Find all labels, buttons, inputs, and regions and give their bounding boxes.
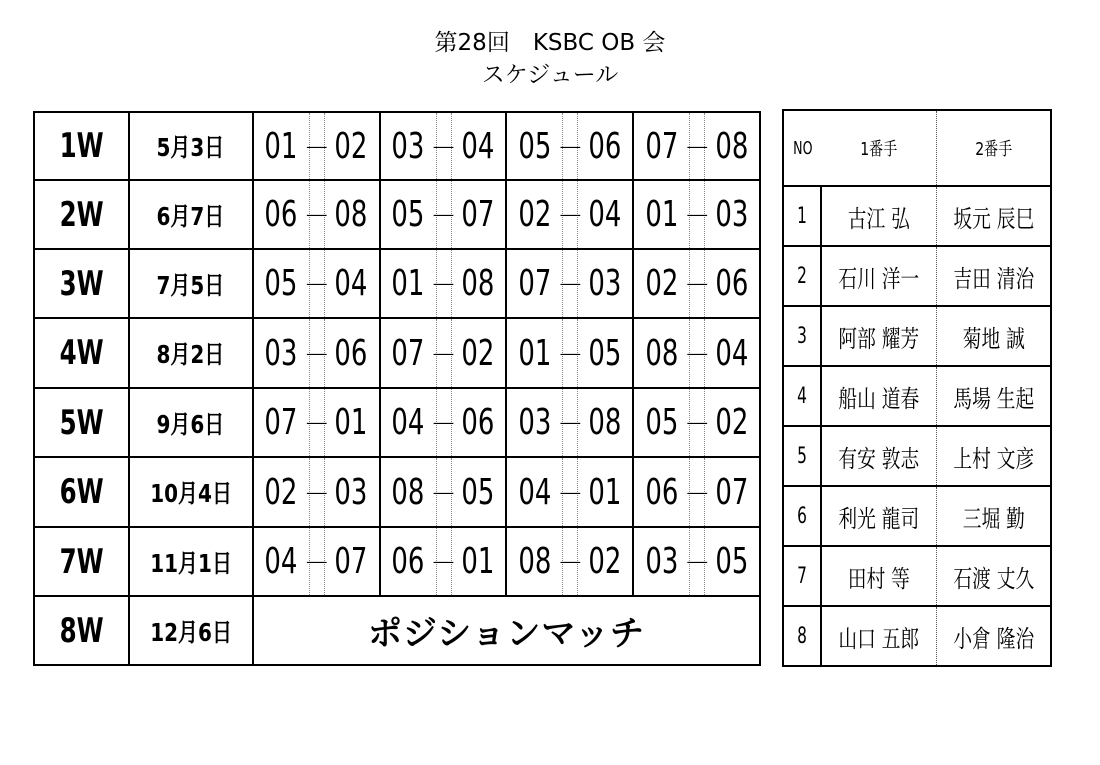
roster-no (784, 427, 822, 485)
date-cell (130, 597, 254, 664)
match-team-b: 03 (588, 263, 622, 304)
roster-second-player-text: 菊地 誠 (962, 324, 1025, 353)
match-dash: － (436, 181, 452, 248)
match-team-b: 05 (461, 471, 495, 513)
match-dash: － (689, 181, 705, 248)
roster-first-player-text: 船山 道春 (838, 384, 920, 413)
match-dash: － (562, 528, 578, 595)
week-cell (35, 250, 130, 317)
roster-header-no-text: NO (793, 137, 813, 159)
match-team-a: 02 (518, 194, 552, 235)
schedule-row (35, 597, 761, 666)
roster-first-player-text: 山口 五郎 (838, 624, 920, 653)
roster-no-text: 4 (797, 383, 807, 409)
match-team-a: 06 (645, 471, 679, 513)
week-cell (35, 181, 130, 248)
match-dash: － (436, 528, 452, 595)
match-team-b: 08 (461, 263, 495, 304)
match-team-b: 04 (334, 263, 368, 304)
roster-no (784, 607, 822, 665)
match-dash: － (309, 113, 325, 179)
match-team-a: 01 (264, 125, 298, 167)
match-team-b: 01 (588, 471, 622, 513)
match-team-a: 05 (264, 263, 298, 304)
roster-row (784, 307, 1050, 367)
roster-second-player (937, 307, 1050, 365)
match-dash: － (309, 181, 325, 248)
roster-header-row (784, 111, 1050, 187)
roster-first-player-text: 古江 弘 (847, 204, 911, 233)
roster-second-player (937, 187, 1050, 245)
date-cell (130, 458, 254, 526)
roster-second-player-text: 石渡 丈久 (953, 564, 1034, 593)
match-dash: － (436, 113, 452, 179)
match-cell (254, 389, 381, 456)
match-team-b: 01 (334, 402, 368, 443)
match-cell (254, 250, 381, 317)
roster-no-text: 6 (797, 503, 807, 529)
match-dash: － (309, 389, 325, 456)
match-cell (381, 389, 508, 456)
roster-second-player-text: 小倉 隆治 (953, 624, 1034, 653)
match-cell (507, 389, 634, 456)
week-label: 8W (59, 610, 104, 651)
roster-second-player-text: 上村 文彦 (953, 444, 1034, 473)
match-team-a: 03 (264, 332, 298, 374)
match-team-a: 05 (391, 194, 425, 235)
roster-no-text: 7 (797, 563, 807, 589)
match-cell (507, 528, 634, 595)
match-cell (507, 250, 634, 317)
match-team-a: 02 (264, 471, 298, 513)
match-team-a: 04 (518, 471, 552, 513)
match-cell (381, 458, 508, 526)
match-team-b: 06 (588, 125, 622, 167)
match-dash: － (689, 113, 705, 179)
match-dash: － (689, 458, 705, 526)
match-dash: － (562, 458, 578, 526)
roster-first-player (822, 547, 937, 605)
page-title: 第28回 KSBC OB 会 (434, 30, 666, 56)
roster-row (784, 427, 1050, 487)
match-team-a: 06 (264, 194, 298, 235)
match-cell (381, 319, 508, 387)
match-dash: － (309, 458, 325, 526)
match-team-a: 03 (391, 125, 425, 167)
roster-second-player-text: 馬場 生起 (953, 384, 1034, 413)
match-cell (254, 528, 381, 595)
match-cell (507, 458, 634, 526)
match-team-b: 08 (334, 194, 368, 235)
week-cell (35, 389, 130, 456)
roster-second-player (937, 487, 1050, 545)
match-team-a: 04 (391, 402, 425, 443)
match-team-a: 05 (645, 402, 679, 443)
roster-second-player-text: 吉田 清治 (953, 264, 1034, 293)
match-dash: － (689, 319, 705, 387)
match-dash: － (562, 181, 578, 248)
roster-first-player (822, 307, 937, 365)
match-team-b: 03 (334, 471, 368, 513)
schedule-row (35, 458, 761, 528)
date-label: 5月3日 (156, 133, 225, 162)
roster-first-player (822, 607, 937, 665)
date-cell (130, 319, 254, 387)
position-match-cell: ポジションマッチ (254, 597, 761, 664)
date-label: 11月1日 (149, 548, 232, 578)
week-label: 2W (59, 194, 104, 235)
date-label: 6月7日 (156, 201, 225, 231)
date-label: 7月5日 (156, 270, 225, 300)
match-dash: － (309, 250, 325, 317)
match-cell (634, 458, 761, 526)
roster-second-player (937, 547, 1050, 605)
roster-row (784, 607, 1050, 665)
match-cell (634, 250, 761, 317)
week-cell (35, 458, 130, 526)
match-dash: － (562, 389, 578, 456)
roster-row (784, 247, 1050, 307)
roster-second-player-text: 坂元 辰巳 (953, 204, 1034, 233)
roster-row (784, 547, 1050, 607)
match-team-b: 07 (715, 471, 749, 513)
week-cell (35, 319, 130, 387)
match-cell (634, 528, 761, 595)
match-team-a: 01 (645, 194, 679, 235)
roster-first-player-text: 有安 敦志 (838, 444, 920, 473)
match-team-a: 08 (645, 332, 679, 374)
match-team-a: 07 (518, 263, 552, 304)
match-dash: － (689, 389, 705, 456)
match-cell (507, 181, 634, 248)
match-cell (381, 250, 508, 317)
match-team-b: 01 (461, 541, 495, 582)
roster-first-player-text: 石川 洋一 (838, 264, 920, 293)
roster-first-player (822, 187, 937, 245)
match-team-a: 07 (264, 402, 298, 443)
date-label: 9月6日 (156, 409, 225, 439)
roster-no-text: 5 (797, 443, 807, 469)
match-team-b: 04 (715, 332, 749, 374)
date-label: 10月4日 (149, 479, 232, 508)
roster-no (784, 187, 822, 245)
match-cell (634, 319, 761, 387)
week-label: 3W (59, 263, 104, 304)
match-dash: － (436, 319, 452, 387)
match-cell (254, 113, 381, 179)
match-team-b: 06 (334, 332, 368, 374)
schedule-row (35, 250, 761, 319)
roster-row (784, 487, 1050, 547)
match-team-a: 03 (645, 541, 679, 582)
match-team-b: 04 (588, 194, 622, 235)
roster-header-no (784, 111, 822, 185)
match-cell (634, 181, 761, 248)
roster-header-first (822, 111, 937, 185)
match-team-b: 05 (588, 332, 622, 374)
schedule-table (33, 111, 761, 666)
match-cell (507, 113, 634, 179)
roster-first-player-text: 阿部 耀芳 (838, 324, 920, 353)
match-team-a: 08 (518, 541, 552, 582)
roster-first-player-text: 利光 龍司 (838, 504, 920, 533)
roster-second-player (937, 247, 1050, 305)
date-label: 8月2日 (156, 340, 225, 369)
roster-header-second (937, 111, 1050, 185)
match-cell (254, 319, 381, 387)
roster-first-player (822, 427, 937, 485)
match-team-a: 05 (518, 125, 552, 167)
match-cell (381, 113, 508, 179)
roster-header-second-text: 2番手 (974, 139, 1012, 160)
match-dash: － (436, 250, 452, 317)
match-team-a: 04 (264, 541, 298, 582)
week-label: 5W (59, 402, 104, 443)
match-team-b: 06 (715, 263, 749, 304)
date-label: 12月6日 (150, 617, 232, 647)
roster-first-player-text: 田村 等 (847, 564, 911, 593)
roster-row (784, 367, 1050, 427)
roster-first-player (822, 247, 937, 305)
match-team-b: 07 (461, 194, 495, 235)
match-team-a: 07 (391, 332, 425, 374)
date-cell (130, 389, 254, 456)
match-dash: － (436, 389, 452, 456)
roster-first-player (822, 487, 937, 545)
match-dash: － (562, 113, 578, 179)
roster-second-player (937, 367, 1050, 425)
match-team-b: 08 (715, 125, 749, 167)
match-team-b: 02 (588, 541, 622, 582)
week-cell (35, 528, 130, 595)
match-dash: － (436, 458, 452, 526)
match-team-b: 02 (334, 125, 368, 167)
match-team-a: 06 (391, 541, 425, 582)
roster-no (784, 367, 822, 425)
match-team-a: 08 (391, 471, 425, 513)
week-cell (35, 597, 130, 664)
match-cell (634, 389, 761, 456)
match-team-b: 07 (334, 541, 368, 582)
schedule-row (35, 113, 761, 181)
roster-no (784, 307, 822, 365)
week-cell (35, 113, 130, 179)
roster-row (784, 187, 1050, 247)
match-team-b: 04 (461, 125, 495, 167)
match-team-a: 01 (391, 263, 425, 304)
roster-no-text: 3 (797, 323, 807, 349)
match-cell (507, 319, 634, 387)
roster-second-player-text: 三堀 勤 (962, 504, 1025, 533)
schedule-row (35, 181, 761, 250)
match-cell (634, 113, 761, 179)
match-team-b: 02 (715, 402, 749, 443)
schedule-row (35, 319, 761, 389)
date-cell (130, 181, 254, 248)
roster-no (784, 487, 822, 545)
roster-no-text: 2 (797, 263, 807, 289)
match-team-b: 03 (715, 194, 749, 235)
roster-first-player (822, 367, 937, 425)
roster-no (784, 247, 822, 305)
match-team-a: 01 (518, 332, 552, 374)
match-team-a: 07 (645, 125, 679, 167)
match-cell (381, 181, 508, 248)
match-team-a: 03 (518, 402, 552, 443)
week-label: 7W (59, 541, 104, 582)
match-team-a: 02 (645, 263, 679, 304)
match-team-b: 06 (461, 402, 495, 443)
match-dash: － (309, 319, 325, 387)
match-dash: － (689, 250, 705, 317)
schedule-row (35, 528, 761, 597)
match-dash: － (689, 528, 705, 595)
match-cell (381, 528, 508, 595)
roster-no-text: 1 (797, 203, 807, 229)
match-dash: － (562, 250, 578, 317)
match-team-b: 02 (461, 332, 495, 374)
match-cell (254, 181, 381, 248)
roster-second-player (937, 607, 1050, 665)
schedule-row (35, 389, 761, 458)
match-dash: － (309, 528, 325, 595)
match-cell (254, 458, 381, 526)
roster-table (782, 109, 1052, 667)
roster-second-player (937, 427, 1050, 485)
roster-no-text: 8 (797, 623, 807, 649)
match-team-b: 08 (588, 402, 622, 443)
roster-header-first-text: 1番手 (860, 139, 898, 160)
date-cell (130, 528, 254, 595)
match-team-b: 05 (715, 541, 749, 582)
week-label: 6W (59, 472, 104, 512)
roster-no (784, 547, 822, 605)
week-label: 1W (59, 126, 104, 166)
week-label: 4W (59, 333, 104, 373)
date-cell (130, 113, 254, 179)
page-subtitle: スケジュール (481, 62, 619, 88)
match-dash: － (562, 319, 578, 387)
date-cell (130, 250, 254, 317)
